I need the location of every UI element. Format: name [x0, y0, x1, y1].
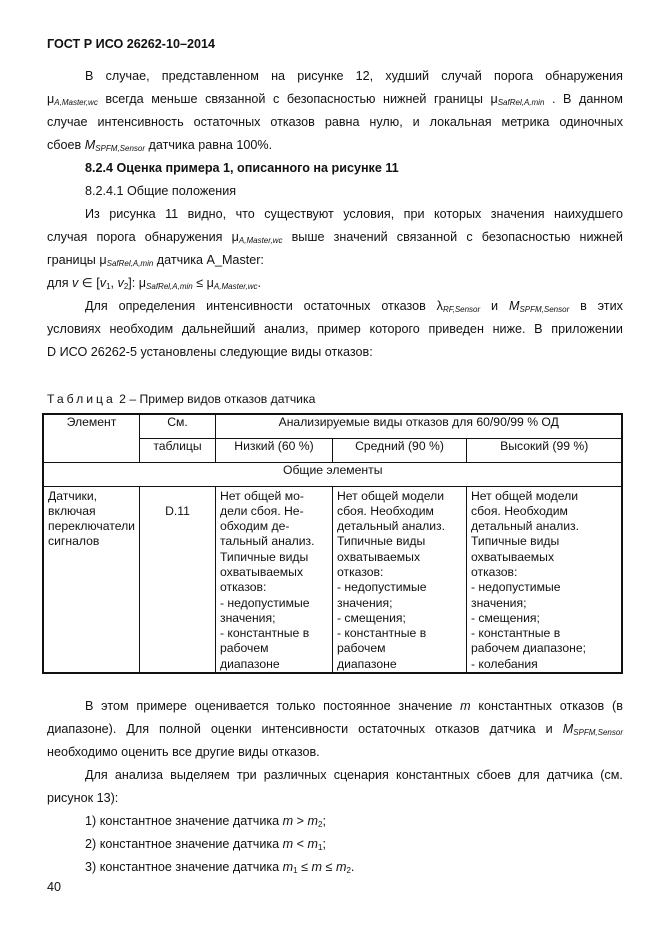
- word: .: [551, 92, 556, 106]
- text-line: [471, 626, 618, 641]
- text-line: [48, 489, 135, 504]
- text-line: [47, 134, 623, 157]
- word: случай: [441, 69, 482, 83]
- word: Из: [85, 207, 100, 221]
- word: безопасностью: [481, 230, 571, 244]
- text-line: [471, 596, 618, 611]
- word: наихудшего: [554, 207, 623, 221]
- word: для: [518, 768, 540, 782]
- text-line: [47, 88, 623, 111]
- text-line: [220, 565, 328, 580]
- text-line: [220, 519, 328, 534]
- text-line: [337, 641, 462, 656]
- text-line: [471, 657, 618, 672]
- text-run: ;: [322, 814, 326, 828]
- math-symbol: $\mu_{SafRel,A,min}$: [490, 92, 545, 107]
- subscript: 1: [293, 866, 298, 875]
- subscript: SPFM,Sensor: [95, 144, 146, 153]
- word: В: [563, 92, 572, 106]
- text-line: [47, 833, 623, 856]
- text-run: 2) константное значение датчика: [85, 837, 283, 851]
- word: в: [580, 299, 587, 313]
- word: остаточных: [193, 115, 261, 129]
- text-run: сбоя. Необходим: [336, 503, 434, 518]
- math-symbol: $M_{SPFM,Sensor}$: [508, 299, 570, 314]
- subscript: SafRel,A,min: [106, 259, 154, 268]
- table-header-row: [43, 414, 622, 438]
- text-line: [337, 534, 462, 549]
- word: отказов: [434, 722, 480, 736]
- text-run: охватываемых: [336, 549, 421, 564]
- text-run: .: [257, 276, 261, 290]
- text-run: датчика равна 100%.: [145, 138, 273, 152]
- text-line: [220, 657, 328, 672]
- word: анализа: [114, 768, 163, 782]
- text-run: ]:: [128, 276, 139, 290]
- word: диапазоне).: [47, 722, 117, 736]
- word: видно,: [187, 207, 227, 221]
- text-line: [471, 611, 618, 626]
- word: этих: [597, 299, 623, 313]
- word: три: [236, 768, 257, 782]
- text-line: [337, 596, 462, 611]
- subscript: A,Master,wc: [238, 236, 283, 245]
- word: различных: [263, 768, 327, 782]
- text-line: [337, 550, 462, 565]
- word: нижней: [383, 92, 427, 106]
- text-line: [47, 65, 623, 88]
- text-run: Нет общей мо-: [219, 488, 304, 503]
- text-run: - недопустимые: [219, 595, 310, 610]
- text-line: [471, 534, 618, 549]
- math-symbol: $m_1$: [282, 860, 298, 875]
- word: безопасностью: [286, 92, 376, 106]
- word: представленном: [161, 69, 259, 83]
- cell-element: [43, 486, 139, 673]
- word: рисунка: [109, 207, 156, 221]
- text-line: [47, 787, 623, 810]
- math-symbol: $\mu_{A,Master,wc}$: [206, 276, 258, 291]
- text-run: диапазоне: [219, 656, 280, 671]
- text-run: значения;: [336, 595, 393, 610]
- text-run: ,: [110, 276, 118, 290]
- text-run: сигналов: [48, 534, 100, 549]
- word: остаточных: [303, 299, 371, 313]
- word: (в: [612, 699, 623, 713]
- word: значений: [333, 230, 388, 244]
- word: всегда: [105, 92, 144, 106]
- text-run: дели сбоя. Не-: [219, 503, 304, 518]
- text-run: - недопустимые: [470, 580, 561, 595]
- word: выше: [291, 230, 325, 244]
- text-run: детальный анализ.: [470, 519, 580, 534]
- text-line: [337, 611, 462, 626]
- text-line: [48, 534, 135, 549]
- word: границы: [434, 92, 483, 106]
- word: В: [85, 699, 94, 713]
- word: дальнейший: [181, 322, 256, 336]
- word: выделяем: [170, 768, 230, 782]
- word: Для: [85, 768, 108, 782]
- word: приложении: [551, 322, 623, 336]
- text-run: датчика A_Master:: [153, 253, 264, 267]
- text-run: рисунок 13):: [47, 791, 119, 805]
- word: значения: [490, 207, 545, 221]
- word: случая: [47, 230, 88, 244]
- math-symbol: m: [311, 860, 323, 874]
- word: оценки: [210, 722, 252, 736]
- text-run: тальный анализ.: [219, 534, 315, 549]
- word: только: [276, 699, 316, 713]
- text-line: [337, 565, 462, 580]
- word: локальная: [429, 115, 492, 129]
- word: случае: [47, 115, 88, 129]
- word: датчика: [489, 722, 536, 736]
- word: условия,: [343, 207, 395, 221]
- text-run: Типичные виды: [470, 534, 560, 549]
- text-run: значения;: [470, 595, 527, 610]
- math-symbol: $v_1$: [99, 276, 111, 291]
- word: случае,: [105, 69, 150, 83]
- text-line: [471, 580, 618, 595]
- text-run: ≤: [322, 860, 336, 874]
- word: определения: [118, 299, 196, 313]
- word: Для: [126, 722, 150, 736]
- word: обнаружения: [545, 69, 623, 83]
- text-line: [471, 565, 618, 580]
- word: данном: [579, 92, 623, 106]
- word: с: [273, 92, 280, 106]
- text-line: [337, 657, 462, 672]
- text-line: [47, 111, 623, 134]
- text-run: включая: [48, 503, 96, 518]
- text-run: Датчики,: [48, 488, 98, 503]
- math-symbol: $v_2$: [117, 276, 129, 291]
- word: при: [403, 207, 425, 221]
- header-low: Низкий (60 %): [215, 438, 332, 462]
- word: этом: [101, 699, 129, 713]
- subscript: RF,Sensor: [442, 305, 481, 314]
- paragraph-4: [47, 695, 623, 764]
- section-general-elements: Общие элементы: [43, 462, 622, 486]
- header-element: Элемент: [43, 414, 139, 462]
- document-header: ГОСТ Р ИСО 26262-10–2014: [47, 37, 216, 51]
- word: нулю,: [369, 115, 403, 129]
- text-run: сбоев: [47, 138, 85, 152]
- text-line: [337, 580, 462, 595]
- subscript: SafRel,A,min: [497, 98, 545, 107]
- text-run: обходим де-: [219, 519, 290, 534]
- subscript: A,Master,wc: [213, 282, 258, 291]
- table-row: [43, 486, 622, 673]
- math-symbol: $\mu_{A,Master,wc}$: [231, 230, 283, 245]
- subscript: 1: [318, 843, 323, 852]
- header-see: См.: [139, 414, 215, 438]
- word: постоянное: [323, 699, 391, 713]
- word: сценария: [333, 768, 389, 782]
- word: константных: [478, 699, 552, 713]
- paragraph-1: [47, 65, 623, 157]
- math-symbol: m: [282, 837, 294, 851]
- header-high: Высокий (99 %): [466, 438, 622, 462]
- word: интенсивности: [206, 299, 293, 313]
- text-run: отказов:: [219, 580, 267, 595]
- subscript: 2: [346, 866, 351, 875]
- word: равна: [324, 115, 360, 129]
- text-run: ∈ [: [78, 276, 100, 290]
- word: условиях: [47, 322, 101, 336]
- text-run: детальный анализ.: [336, 519, 446, 534]
- text-line: [220, 504, 328, 519]
- word: которого: [369, 322, 420, 336]
- text-run: Типичные виды: [336, 534, 426, 549]
- math-symbol: $M_{SPFM,Sensor}$: [84, 138, 146, 153]
- text-run: - константные в: [336, 626, 427, 641]
- failure-modes-table: [42, 413, 623, 674]
- text-run: охватываемых: [219, 564, 304, 579]
- subscript: 1: [106, 282, 111, 291]
- text-run: ≤: [297, 860, 312, 874]
- table-caption: [47, 392, 315, 406]
- text-run: >: [293, 814, 308, 828]
- table-caption-word: Таблица: [47, 392, 116, 406]
- text-line: [220, 550, 328, 565]
- text-run: сбоя. Необходим: [470, 503, 568, 518]
- text-line: [47, 695, 623, 718]
- text-run: отказов:: [470, 564, 518, 579]
- word: с: [466, 230, 473, 244]
- subsection-heading: 8.2.4.1 Общие положения: [85, 184, 237, 198]
- word: Для: [85, 299, 108, 313]
- word: ниже.: [492, 322, 526, 336]
- word: датчика: [546, 768, 594, 782]
- paragraph-3: [47, 295, 623, 364]
- word: сбоев: [476, 768, 511, 782]
- text-line: [47, 203, 623, 226]
- word: 12,: [355, 69, 374, 83]
- cell-high: [466, 486, 622, 673]
- section-heading: 8.2.4 Оценка примера 1, описанного на рисунке 11: [85, 161, 399, 175]
- text-run: для: [47, 276, 73, 290]
- text-line: [47, 249, 623, 272]
- word: примере: [136, 699, 187, 713]
- text-run: Нет общей модели: [470, 488, 579, 503]
- word: рисунке: [297, 69, 344, 83]
- word: 11: [165, 207, 179, 221]
- text-run: рабочем: [219, 641, 269, 656]
- text-run: отказов:: [336, 564, 384, 579]
- text-line: [47, 272, 623, 295]
- header-group: Анализируемые виды отказов для 60/90/99 % ОД: [215, 414, 622, 438]
- text-line: [471, 519, 618, 534]
- word: связанной: [205, 92, 266, 106]
- subscript: 2: [318, 820, 323, 829]
- math-symbol: m: [282, 814, 294, 828]
- text-run: .: [350, 860, 355, 874]
- word: обнаружения: [144, 230, 223, 244]
- cell-low: [215, 486, 332, 673]
- math-symbol: $m_1$: [307, 837, 323, 852]
- cell-ref: D.11: [139, 486, 215, 673]
- word: константных: [396, 768, 470, 782]
- word: которых: [433, 207, 482, 221]
- paragraph-2: [47, 203, 623, 272]
- cell-mid: [332, 486, 466, 673]
- text-run: Типичные виды: [219, 549, 309, 564]
- text-line: [471, 641, 618, 656]
- text-line: [337, 626, 462, 641]
- word: оценивается: [194, 699, 269, 713]
- math-symbol: $\lambda_{RF,Sensor}$: [436, 299, 481, 314]
- text-line: [220, 489, 328, 504]
- text-run: необходимо оценить все другие виды отказов.: [47, 745, 320, 759]
- word: одиночных: [559, 115, 623, 129]
- text-run: 1) константное значение датчика: [85, 814, 283, 828]
- word: метрика: [501, 115, 550, 129]
- word: что: [235, 207, 255, 221]
- text-line: [471, 489, 618, 504]
- math-symbol: $m_2$: [335, 860, 351, 875]
- text-line: [337, 489, 462, 504]
- text-line: [220, 580, 328, 595]
- text-line: [47, 341, 623, 364]
- text-line: [337, 504, 462, 519]
- text-line: [47, 226, 623, 249]
- text-run: диапазоне: [336, 656, 397, 671]
- text-line: [337, 519, 462, 534]
- text-line: [47, 718, 623, 741]
- text-line: [220, 641, 328, 656]
- word: интенсивности: [261, 722, 349, 736]
- text-run: ≤: [192, 276, 207, 290]
- text-line: [48, 519, 135, 534]
- table-caption-text: 2 – Пример видов отказов датчика: [115, 392, 316, 406]
- word: порога: [493, 69, 534, 83]
- text-run: значения;: [219, 610, 276, 625]
- word: остаточных: [358, 722, 425, 736]
- word: В: [534, 322, 543, 336]
- word: отказов: [559, 699, 605, 713]
- subscript: SPFM,Sensor: [573, 728, 623, 737]
- word: отказов: [270, 115, 315, 129]
- text-line: [471, 504, 618, 519]
- text-run: - константные в: [470, 626, 561, 641]
- text-line: [47, 764, 623, 787]
- text-run: ;: [322, 837, 326, 851]
- table-section-row: [43, 462, 622, 486]
- text-line: [47, 741, 623, 764]
- header-mid: Средний (90 %): [332, 438, 466, 462]
- text-run: <: [293, 837, 308, 851]
- math-symbol: $M_{SPFM,Sensor}$: [562, 722, 623, 737]
- word: В: [85, 69, 94, 83]
- word: на: [271, 69, 286, 83]
- word: приведен: [428, 322, 484, 336]
- text-line: [220, 611, 328, 626]
- word: худший: [385, 69, 430, 83]
- text-line: [220, 534, 328, 549]
- word: (см.: [600, 768, 623, 782]
- header-see-tables: таблицы: [139, 438, 215, 462]
- word: отказов: [381, 299, 426, 313]
- text-line: [47, 810, 623, 833]
- word: анализ,: [263, 322, 309, 336]
- word: и: [491, 299, 499, 313]
- text-line: [471, 550, 618, 565]
- text-run: границы: [47, 253, 100, 267]
- word: пример: [317, 322, 361, 336]
- text-run: 3) константное значение датчика: [85, 860, 283, 874]
- word: полной: [159, 722, 201, 736]
- paragraph-5: [47, 764, 623, 810]
- text-line: [48, 504, 135, 519]
- text-run: - колебания: [470, 656, 538, 671]
- text-line: [47, 856, 623, 879]
- math-symbol: $\mu_{A,Master,wc}$: [47, 92, 98, 107]
- math-symbol: $\mu_{SafRel,A,min}$: [138, 276, 193, 291]
- subscript: SafRel,A,min: [146, 282, 193, 291]
- subscript: A,Master,wc: [54, 98, 98, 107]
- text-run: - недопустимые: [336, 580, 427, 595]
- math-symbol: v: [72, 276, 79, 290]
- scenario-list: [47, 810, 623, 879]
- word: связанной: [396, 230, 458, 244]
- word: и: [545, 722, 553, 736]
- word: необходим: [109, 322, 174, 336]
- word: меньше: [151, 92, 198, 106]
- math-symbol: m: [460, 699, 471, 713]
- word: нижней: [579, 230, 623, 244]
- text-line: [220, 596, 328, 611]
- subscript: SPFM,Sensor: [519, 305, 570, 314]
- text-line: [220, 626, 328, 641]
- word: порога: [96, 230, 136, 244]
- text-line: [47, 318, 623, 341]
- text-run: Нет общей модели: [336, 488, 445, 503]
- text-run: D ИСО 26262-5 установлены следующие виды отказов:: [47, 345, 373, 359]
- text-run: рабочем диапазоне;: [470, 641, 586, 656]
- math-symbol: $m_2$: [307, 814, 323, 829]
- text-run: - константные в: [219, 626, 310, 641]
- word: интенсивность: [97, 115, 184, 129]
- text-run: охватываемых: [470, 549, 555, 564]
- word: существуют: [264, 207, 334, 221]
- formula-line: [47, 272, 623, 295]
- math-symbol: $\mu_{SafRel,A,min}$: [99, 253, 154, 268]
- subscript: 2: [123, 282, 129, 291]
- word: значение: [398, 699, 453, 713]
- text-run: переключатели: [48, 519, 135, 534]
- text-run: рабочем: [336, 641, 386, 656]
- text-run: - смещения;: [336, 610, 406, 625]
- text-run: - смещения;: [470, 610, 540, 625]
- word: и: [412, 115, 420, 129]
- text-line: [47, 295, 623, 318]
- page-number: 40: [47, 880, 62, 894]
